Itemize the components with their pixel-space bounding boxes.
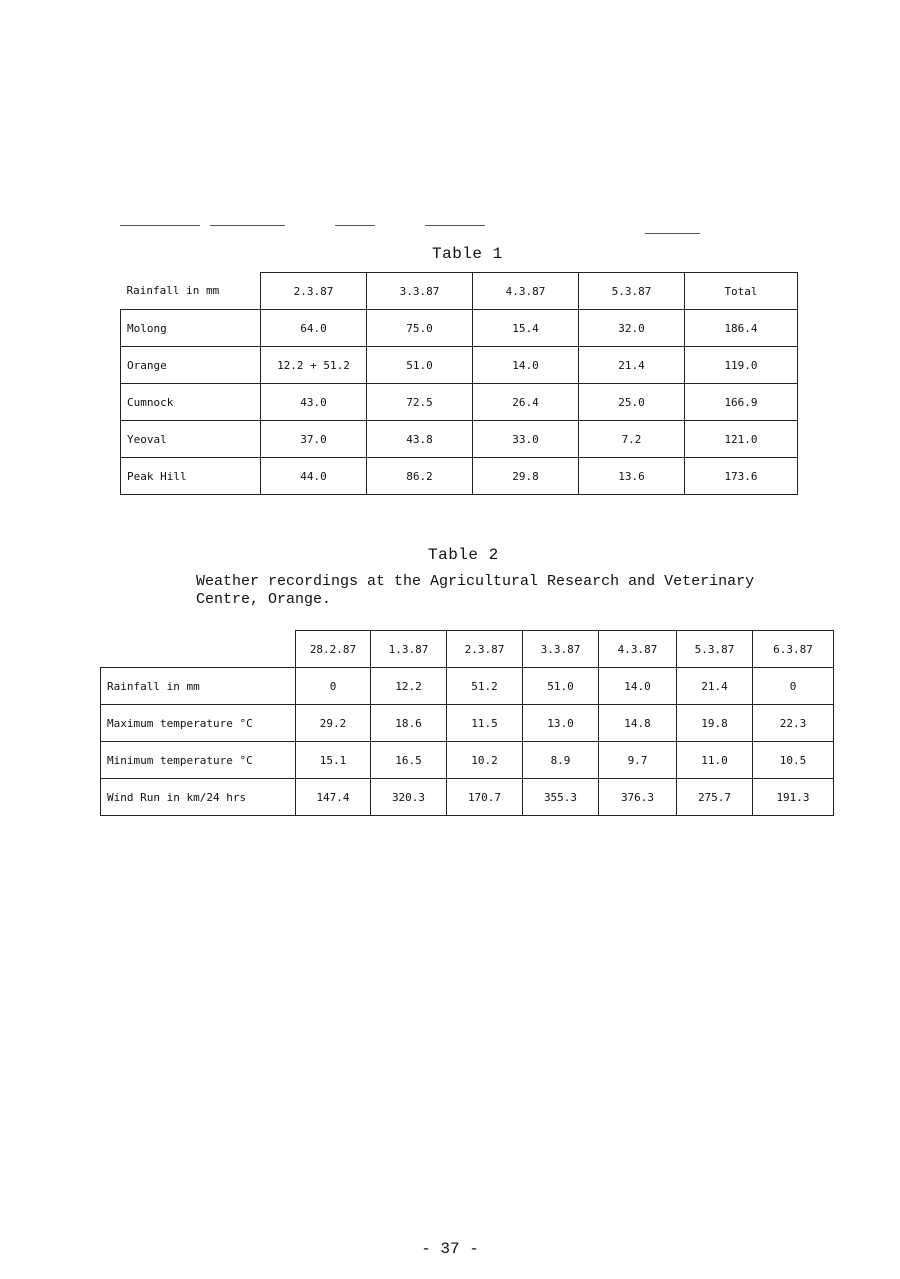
table-cell: 18.6	[371, 705, 447, 742]
table-row	[121, 347, 798, 384]
table-cell: 86.2	[367, 458, 473, 495]
table1-header-cell: Total	[685, 273, 798, 310]
table-cell: 72.5	[367, 384, 473, 421]
table2	[100, 630, 834, 816]
table1-header-row	[121, 273, 798, 310]
table1-header-cell: 2.3.87	[261, 273, 367, 310]
table-cell: 51.0	[367, 347, 473, 384]
table-cell: 14.0	[599, 668, 677, 705]
table-row	[121, 421, 798, 458]
table-cell: 14.0	[473, 347, 579, 384]
page-number: - 37 -	[421, 1240, 479, 1258]
table-cell: 44.0	[261, 458, 367, 495]
table-cell: 32.0	[579, 310, 685, 347]
table-cell: 16.5	[371, 742, 447, 779]
table-cell: 147.4	[296, 779, 371, 816]
table1	[120, 272, 798, 495]
table-cell: 7.2	[579, 421, 685, 458]
table-cell: 21.4	[677, 668, 753, 705]
table-cell: 15.4	[473, 310, 579, 347]
separator-line	[335, 225, 375, 226]
table-cell: 25.0	[579, 384, 685, 421]
table-cell: 119.0	[685, 347, 798, 384]
table-cell: 51.0	[523, 668, 599, 705]
table2-subcaption: Weather recordings at the Agricultural Research and Veterinary Centre, Orange.	[196, 573, 755, 608]
table-cell: Peak Hill	[121, 458, 261, 495]
table-cell: 15.1	[296, 742, 371, 779]
table2-header-cell: 1.3.87	[371, 631, 447, 668]
table-cell: Wind Run in km/24 hrs	[101, 779, 296, 816]
separator-line	[210, 225, 285, 226]
table1-header-cell: 3.3.87	[367, 273, 473, 310]
table-cell: 0	[753, 668, 834, 705]
table-cell: 26.4	[473, 384, 579, 421]
table-cell: 376.3	[599, 779, 677, 816]
table-cell: 29.8	[473, 458, 579, 495]
table-row	[101, 742, 834, 779]
table-row	[121, 310, 798, 347]
table-cell: 11.0	[677, 742, 753, 779]
table-cell: 43.8	[367, 421, 473, 458]
table-cell: 275.7	[677, 779, 753, 816]
table-cell: Orange	[121, 347, 261, 384]
table-cell: Rainfall in mm	[101, 668, 296, 705]
table2-header-cell: 28.2.87	[296, 631, 371, 668]
table-cell: Cumnock	[121, 384, 261, 421]
table-cell: 51.2	[447, 668, 523, 705]
table-cell: Molong	[121, 310, 261, 347]
table-cell: 33.0	[473, 421, 579, 458]
table-cell: 173.6	[685, 458, 798, 495]
table2-caption: Table 2	[428, 546, 499, 564]
table-cell: 121.0	[685, 421, 798, 458]
table2-header-cell: 2.3.87	[447, 631, 523, 668]
table-cell: 191.3	[753, 779, 834, 816]
table2-header-cell: 4.3.87	[599, 631, 677, 668]
table-cell: 12.2 + 51.2	[261, 347, 367, 384]
table-cell: 11.5	[447, 705, 523, 742]
table1-header-cell: Rainfall in mm	[126, 284, 220, 298]
table-cell: 10.2	[447, 742, 523, 779]
table-row	[121, 384, 798, 421]
table-cell: 14.8	[599, 705, 677, 742]
table-cell: 10.5	[753, 742, 834, 779]
table2-corner-cell	[101, 631, 296, 668]
table2-header-cell: 5.3.87	[677, 631, 753, 668]
table-cell: 64.0	[261, 310, 367, 347]
table-cell: Minimum temperature °C	[101, 742, 296, 779]
table-cell: 22.3	[753, 705, 834, 742]
table-row	[121, 458, 798, 495]
table-cell: 37.0	[261, 421, 367, 458]
table-cell: 186.4	[685, 310, 798, 347]
table-cell: 0	[296, 668, 371, 705]
table-cell: 320.3	[371, 779, 447, 816]
table-cell: Maximum temperature °C	[101, 705, 296, 742]
table2-header-cell: 3.3.87	[523, 631, 599, 668]
table1-header-cell: 5.3.87	[579, 273, 685, 310]
table-cell: 21.4	[579, 347, 685, 384]
table-cell: Yeoval	[121, 421, 261, 458]
table-cell: 170.7	[447, 779, 523, 816]
table-cell: 8.9	[523, 742, 599, 779]
table-cell: 13.6	[579, 458, 685, 495]
table-row	[101, 779, 834, 816]
table-row	[101, 705, 834, 742]
separator-line	[425, 225, 485, 226]
separator-line	[645, 233, 700, 234]
table-cell: 75.0	[367, 310, 473, 347]
separator-line	[120, 225, 200, 226]
table-cell: 9.7	[599, 742, 677, 779]
table-cell: 355.3	[523, 779, 599, 816]
table-cell: 43.0	[261, 384, 367, 421]
table-row	[101, 668, 834, 705]
table2-header-row	[101, 631, 834, 668]
table1-caption: Table 1	[432, 245, 503, 263]
table1-header-cell: 4.3.87	[473, 273, 579, 310]
table-cell: 12.2	[371, 668, 447, 705]
table-cell: 166.9	[685, 384, 798, 421]
table2-header-cell: 6.3.87	[753, 631, 834, 668]
table-cell: 13.0	[523, 705, 599, 742]
table-cell: 29.2	[296, 705, 371, 742]
table-cell: 19.8	[677, 705, 753, 742]
